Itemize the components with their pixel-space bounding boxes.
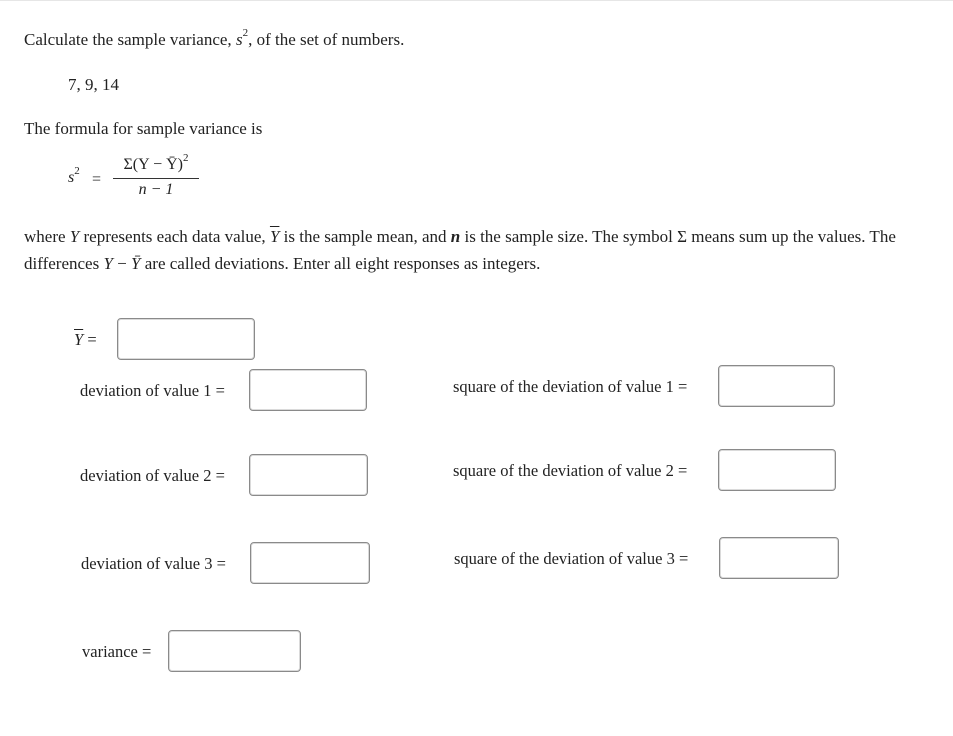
deviation-1-label: deviation of value 1 = [80,381,225,400]
square-deviation-2-input[interactable] [718,449,836,491]
mean-label: $\overline{Y}$ = [74,330,97,349]
explanation-paragraph: where Y represents each data value, $\overline{Y}$ is the sample mean, and n is the sample size. The symbol Σ means sum up the values. The differences Y − Ȳ are called deviations. Enter all eight responses as integers. [24,227,896,273]
deviation-2-label: deviation of value 2 = [80,466,225,485]
square-deviation-3-label: square of the deviation of value 3 = [454,549,689,568]
square-deviation-2-label: square of the deviation of value 2 = [453,461,688,480]
fraction-bar [113,178,199,179]
dataset-values: 7, 9, 14 [68,75,119,94]
question-text: Calculate the sample variance, $s^2$, of the set of numbers. [24,27,405,49]
deviation-2-input[interactable] [249,454,368,496]
deviation-3-label: deviation of value 3 = [81,554,226,573]
variance-input[interactable] [168,630,301,672]
formula-intro: The formula for sample variance is [24,119,263,138]
deviation-3-input[interactable] [250,542,370,584]
formula-lhs: $s^2$ [68,164,80,186]
variance-label: variance = [82,642,152,661]
square-deviation-1-label: square of the deviation of value 1 = [453,377,688,396]
square-deviation-1-input[interactable] [718,365,835,407]
top-divider [0,0,953,1]
formula-denominator: n − 1 [138,181,174,198]
formula-fraction [112,151,200,200]
mean-input[interactable] [117,318,255,360]
square-deviation-3-input[interactable] [719,537,839,579]
formula-numerator: Σ(Y − Ȳ)$^2$ [123,151,189,173]
deviation-1-input[interactable] [249,369,367,411]
formula-equals: = [92,171,102,188]
